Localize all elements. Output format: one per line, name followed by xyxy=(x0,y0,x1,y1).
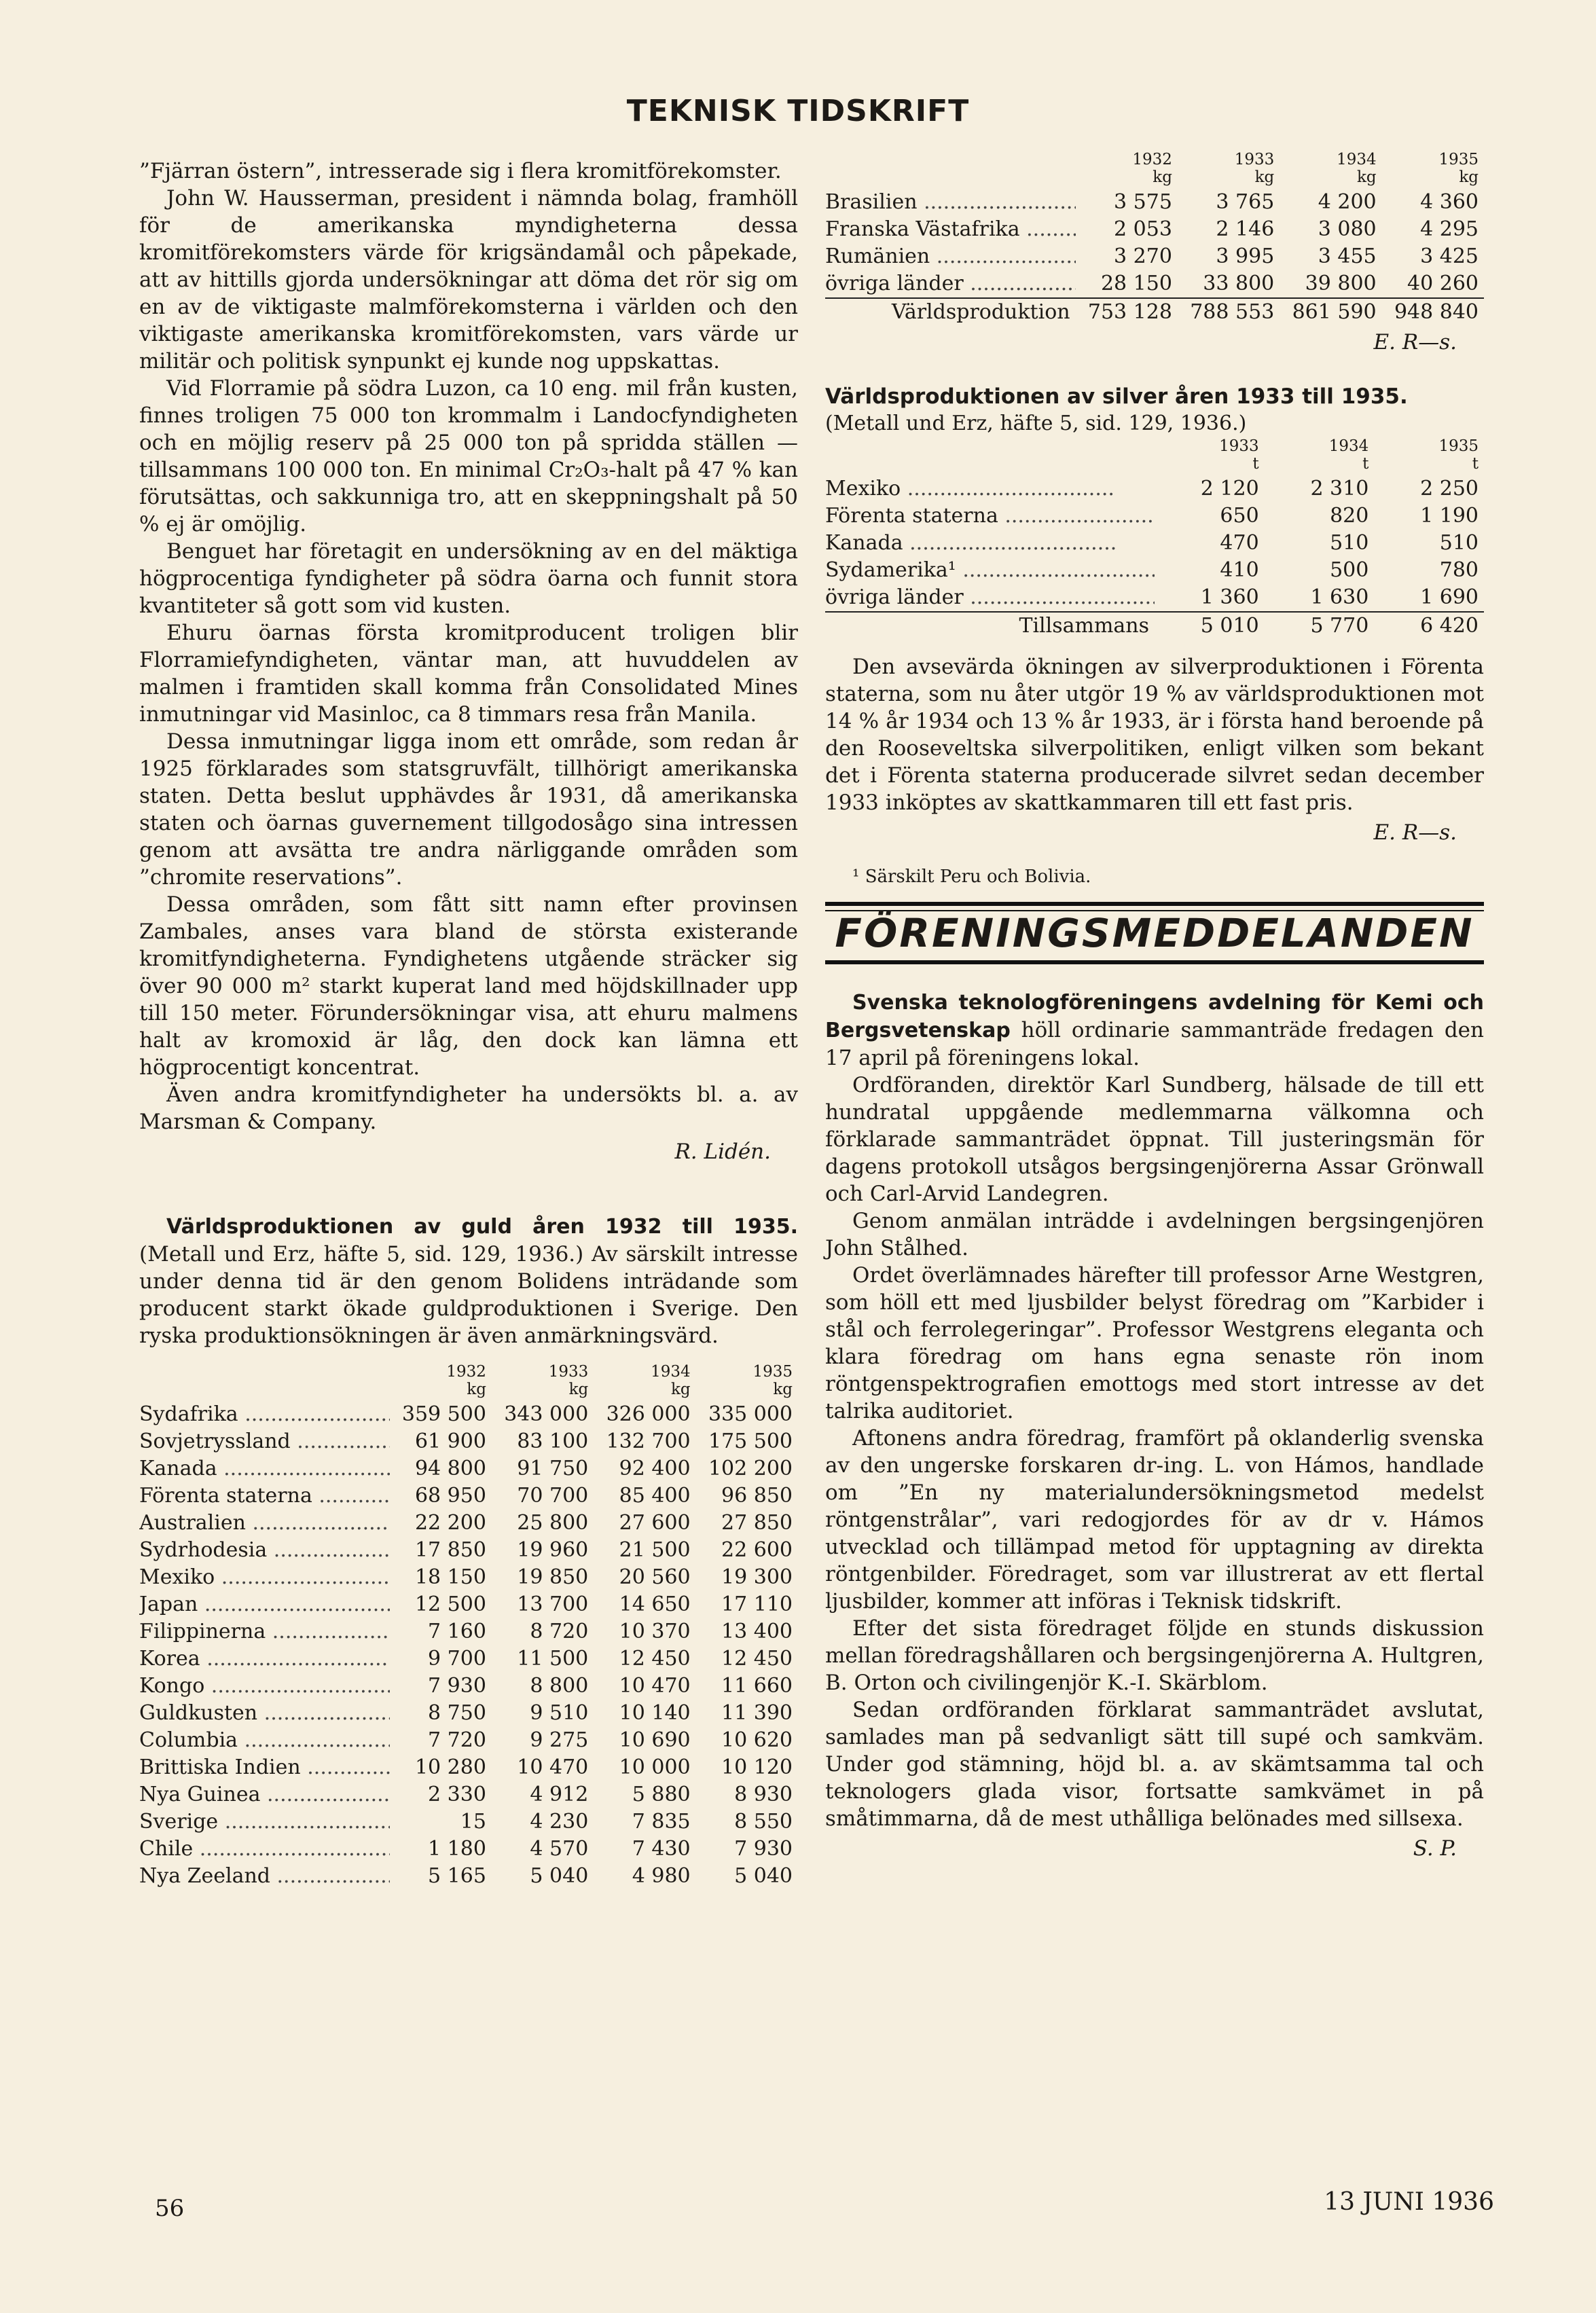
paragraph: Dessa områden, som fått sitt namn efter provinsen Zambales, anses vara bland de största existerande kromitfyndigheterna. Fyndighetens utgående sträcker sig över 90 000 m² starkt kuperat land med höjdskillnader upp till 150 meter. Förundersökningar visa, att ehuru malmens halt av kromoxid är låg, den dock kan lämna ett högprocentigt koncentrat. xyxy=(139,892,798,1080)
table-cell: 102 200 xyxy=(708,1457,793,1480)
table-cell: 27 850 xyxy=(721,1511,793,1535)
table-row xyxy=(139,1401,798,1428)
table-cell: 10 470 xyxy=(517,1755,589,1779)
table-cell: 19 300 xyxy=(721,1565,793,1589)
table-cell: 7 930 xyxy=(428,1674,486,1698)
column-header xyxy=(825,437,1155,475)
table-cell: 2 120 xyxy=(1200,477,1259,500)
table-cell: 28 150 xyxy=(1100,272,1172,295)
silver-heading: Världsproduktionen av silver åren 1933 till 1935. xyxy=(825,384,1408,409)
table-row xyxy=(139,1727,798,1754)
gold-intro: (Metall und Erz, häfte 5, sid. 129, 1936.) Av särskilt intresse under denna tid är den genom Bolidens inträdande som producent starkt ökade guldproduktionen i Sverige. Den ryska produktionsökningen är även anmärkningsvärd. xyxy=(139,1242,798,1348)
row-label: Japan ..... xyxy=(139,1591,390,1618)
row-label: Sovjetryssland ..... xyxy=(139,1428,390,1455)
table-cell: 10 280 xyxy=(414,1755,486,1779)
table-cell: 9 275 xyxy=(530,1728,589,1752)
table-cell: 3 765 xyxy=(1216,190,1275,214)
footnote: ¹ Särskilt Peru och Bolivia. xyxy=(852,867,1091,887)
row-label: Förenta staterna ..... xyxy=(139,1482,390,1510)
gold-table xyxy=(139,1363,798,1890)
table-cell: 61 900 xyxy=(414,1429,486,1453)
table-cell: 19 960 xyxy=(517,1538,589,1562)
table-cell: 4 980 xyxy=(632,1864,691,1888)
column-header: 1933 t xyxy=(1219,437,1259,473)
row-label: Kanada ..... xyxy=(825,530,1155,557)
table-cell: 510 xyxy=(1439,531,1479,555)
total-cell: 5 010 xyxy=(1155,612,1265,640)
row-label: Nya Zeeland ..... xyxy=(139,1863,390,1890)
table-row xyxy=(139,1781,798,1808)
total-cell: 861 590 xyxy=(1280,298,1381,326)
table-cell: 343 000 xyxy=(504,1402,589,1426)
table-cell: 33 800 xyxy=(1203,272,1275,295)
paragraph: Efter det sista föredraget följde en stunds diskussion mellan föredragshållaren och bergsingenjörerna A. Hultgren, B. Orton och civilingenjör K.-I. Skärblom. xyxy=(825,1616,1484,1695)
table-cell: 780 xyxy=(1439,558,1479,582)
row-label: Guldkusten ..... xyxy=(139,1700,390,1727)
right-column xyxy=(825,151,1484,1862)
column-header: 1935 kg xyxy=(1438,151,1479,186)
row-label: Chile ..... xyxy=(139,1836,390,1863)
row-label: Brittiska Indien ..... xyxy=(139,1754,390,1781)
table-row xyxy=(139,1836,798,1863)
gold-section xyxy=(139,1213,798,1349)
table-row xyxy=(139,1591,798,1618)
table-cell: 7 160 xyxy=(428,1620,486,1643)
table-cell: 21 500 xyxy=(619,1538,691,1562)
row-label: Australien ..... xyxy=(139,1510,390,1537)
table-cell: 2 330 xyxy=(428,1783,486,1806)
banner-rule-top xyxy=(825,902,1484,906)
total-row xyxy=(825,298,1484,326)
table-cell: 10 620 xyxy=(721,1728,793,1752)
table-cell: 8 930 xyxy=(734,1783,793,1806)
table-cell: 1 690 xyxy=(1420,585,1479,609)
table-cell: 3 425 xyxy=(1420,244,1479,268)
row-label: Kanada ..... xyxy=(139,1455,390,1482)
table-row xyxy=(825,216,1484,243)
table-cell: 22 600 xyxy=(721,1538,793,1562)
society-lead-text: höll ordinarie sammanträde fredagen den 17 april på föreningens lokal. xyxy=(825,1018,1484,1070)
table-row xyxy=(825,503,1484,530)
table-cell: 13 700 xyxy=(517,1592,589,1616)
table-cell: 14 650 xyxy=(619,1592,691,1616)
table-cell: 4 570 xyxy=(530,1837,589,1861)
table-row xyxy=(825,189,1484,216)
table-cell: 11 660 xyxy=(721,1674,793,1698)
table-cell: 12 450 xyxy=(619,1647,691,1671)
table-cell: 10 370 xyxy=(619,1620,691,1643)
row-label: Brasilien ..... xyxy=(825,189,1076,216)
table-cell: 10 140 xyxy=(619,1701,691,1725)
section-banner: FÖRENINGSMEDDELANDEN xyxy=(835,910,1474,956)
table-cell: 410 xyxy=(1220,558,1259,582)
paragraph: Benguet har företagit en undersökning av en del mäktiga högprocentiga fyndigheter på södra öarna och funnit stora kvantiteter så gott som vid kusten. xyxy=(139,539,798,618)
table-row xyxy=(139,1455,798,1482)
total-cell: 948 840 xyxy=(1382,298,1484,326)
table-row xyxy=(139,1700,798,1727)
paragraph: Dessa inmutningar ligga inom ett område, som redan år 1925 förklarades som statsgruvfält, tillhörigt amerikanska staten. Detta beslut upphävdes år 1931, då amerikanska staten och öarnas guvernement tillgodosågo sina intressen genom att avsätta tre andra närliggande områden som ”chromite reservations”. xyxy=(139,729,798,890)
row-label: Sverige ..... xyxy=(139,1808,390,1836)
table-cell: 70 700 xyxy=(517,1484,589,1508)
table-cell: 175 500 xyxy=(708,1429,793,1453)
table-cell: 17 110 xyxy=(721,1592,793,1616)
table-row xyxy=(139,1754,798,1781)
table-cell: 8 720 xyxy=(530,1620,589,1643)
signature: R. Lidén. xyxy=(674,1140,771,1164)
society-heading: Svenska teknologföreningens avdelning för Kemi och Bergsvetenskap xyxy=(825,991,1484,1042)
paragraph: Genom anmälan inträdde i avdelningen bergsingenjören John Stålhed. xyxy=(825,1209,1484,1260)
table-cell: 91 750 xyxy=(517,1457,589,1480)
table-cell: 132 700 xyxy=(606,1429,691,1453)
paragraph: Ehuru öarnas första kromitproducent troligen blir Florramiefyndigheten, väntar man, att huvuddelen av malmen i framtiden skall komma från Consolidated Mines inmutningar vid Masinloc, ca 8 timmars resa från Manila. xyxy=(139,621,798,727)
column-header: 1934 t xyxy=(1328,437,1369,473)
table-row xyxy=(825,530,1484,557)
table-cell: 7 930 xyxy=(734,1837,793,1861)
table-cell: 39 800 xyxy=(1305,272,1377,295)
signature: E. R—s. xyxy=(1373,330,1457,354)
table-cell: 2 250 xyxy=(1420,477,1479,500)
table-cell: 96 850 xyxy=(721,1484,793,1508)
chrome-table xyxy=(825,151,1484,326)
table-cell: 85 400 xyxy=(619,1484,691,1508)
paragraph: Ordföranden, direktör Karl Sundberg, hälsade de till ett hundratal uppgående medlemmarna välkomna och förklarade sammanträdet öppnat. Till justeringsmän för dagens protokoll utsågos bergsingenjörerna Assar Grönwall och Carl-Arvid Landegren. xyxy=(825,1073,1484,1206)
table-cell: 11 500 xyxy=(517,1647,589,1671)
table-cell: 17 850 xyxy=(414,1538,486,1562)
column-header: 1935 kg xyxy=(752,1363,793,1398)
column-header: 1933 kg xyxy=(548,1363,589,1398)
table-row xyxy=(139,1673,798,1700)
total-cell: 788 553 xyxy=(1178,298,1280,326)
society-lead xyxy=(825,989,1484,1072)
table-cell: 4 200 xyxy=(1318,190,1377,214)
table-cell: 8 800 xyxy=(530,1674,589,1698)
table-cell: 500 xyxy=(1330,558,1369,582)
total-label: Tillsammans xyxy=(825,612,1155,640)
table-cell: 5 040 xyxy=(530,1864,589,1888)
table-cell: 2 053 xyxy=(1114,217,1172,241)
left-column xyxy=(139,158,798,1890)
row-label: övriga länder ..... xyxy=(825,270,1076,298)
table-cell: 3 080 xyxy=(1318,217,1377,241)
row-label: Sydamerika¹ ..... xyxy=(825,557,1155,584)
table-cell: 22 200 xyxy=(414,1511,486,1535)
table-cell: 40 260 xyxy=(1407,272,1479,295)
table-cell: 10 470 xyxy=(619,1674,691,1698)
table-cell: 8 750 xyxy=(428,1701,486,1725)
table-cell: 3 575 xyxy=(1114,190,1172,214)
table-row xyxy=(139,1564,798,1591)
paragraph: Aftonens andra föredrag, framfört på oklanderlig svenska av den ungerske forskaren dr-ing. L. von Hámos, handlade om ”En ny materialundersökningsmetod medelst röntgenstrålar”, vari redogjordes för av dr v. Hámos utvecklad och tillämpad metod för upptagning av direkta röntgenbilder. Föredraget, som var illustrerat av ett flertal ljusbilder, kommer att införas i Teknisk tidskrift. xyxy=(825,1426,1484,1614)
table-cell: 20 560 xyxy=(619,1565,691,1589)
table-cell: 8 550 xyxy=(734,1810,793,1834)
row-label: Filippinerna ..... xyxy=(139,1618,390,1645)
row-label: Rumänien ..... xyxy=(825,243,1076,270)
table-cell: 5 880 xyxy=(632,1783,691,1806)
row-label: Korea ..... xyxy=(139,1645,390,1673)
column-header xyxy=(139,1363,390,1401)
row-label: övriga länder ..... xyxy=(825,584,1155,612)
table-row xyxy=(825,270,1484,298)
table-cell: 12 450 xyxy=(721,1647,793,1671)
page-number: 56 xyxy=(155,2195,185,2222)
table-cell: 4 360 xyxy=(1420,190,1479,214)
table-cell: 3 995 xyxy=(1216,244,1275,268)
silver-source: (Metall und Erz, häfte 5, sid. 129, 1936.) xyxy=(825,412,1247,435)
table-cell: 10 000 xyxy=(619,1755,691,1779)
table-cell: 13 400 xyxy=(721,1620,793,1643)
table-cell: 83 100 xyxy=(517,1429,589,1453)
column-header xyxy=(825,151,1076,189)
paragraph: ”Fjärran östern”, intresserade sig i flera kromitförekomster. xyxy=(139,159,782,183)
row-label: Förenta staterna ..... xyxy=(825,503,1155,530)
table-row xyxy=(825,475,1484,503)
table-cell: 359 500 xyxy=(401,1402,486,1426)
table-cell: 3 455 xyxy=(1318,244,1377,268)
gold-heading: Världsproduktionen av guld åren 1932 till 1935. xyxy=(166,1215,798,1239)
row-label: Sydrhodesia ..... xyxy=(139,1537,390,1564)
table-cell: 11 390 xyxy=(721,1701,793,1725)
total-cell: 753 128 xyxy=(1076,298,1178,326)
column-header: 1932 kg xyxy=(446,1363,486,1398)
table-cell: 1 180 xyxy=(428,1837,486,1861)
table-cell: 10 690 xyxy=(619,1728,691,1752)
table-cell: 510 xyxy=(1330,531,1369,555)
table-cell: 470 xyxy=(1220,531,1259,555)
table-cell: 820 xyxy=(1330,504,1369,528)
table-row xyxy=(825,557,1484,584)
table-cell: 650 xyxy=(1220,504,1259,528)
total-label: Världsproduktion xyxy=(825,298,1076,326)
row-label: Mexiko ..... xyxy=(139,1564,390,1591)
table-row xyxy=(139,1510,798,1537)
table-row xyxy=(139,1863,798,1890)
table-cell: 7 835 xyxy=(632,1810,691,1834)
total-cell: 5 770 xyxy=(1265,612,1375,640)
table-row xyxy=(139,1537,798,1564)
table-cell: 4 230 xyxy=(530,1810,589,1834)
table-cell: 68 950 xyxy=(414,1484,486,1508)
table-cell: 7 430 xyxy=(632,1837,691,1861)
table-cell: 10 120 xyxy=(721,1755,793,1779)
table-cell: 5 165 xyxy=(428,1864,486,1888)
row-label: Nya Guinea ..... xyxy=(139,1781,390,1808)
table-cell: 7 720 xyxy=(428,1728,486,1752)
paragraph: Sedan ordföranden förklarat sammanträdet avslutat, samlades man på sedvanligt sätt till supé och samkväm. Under god stämning, höjd bl. a. av skämtsamma tal och teknologers glada visor, fortsatte samkvämet in på småtimmarna, då de mest uthålliga belönades med sillsexa. xyxy=(825,1698,1484,1831)
signature: S. P. xyxy=(1413,1836,1457,1861)
row-label: Franska Västafrika ..... xyxy=(825,216,1076,243)
paragraph: Vid Florramie på södra Luzon, ca 10 eng. mil från kusten, finnes troligen 75 000 ton krommalm i Landocfyndigheten och en möjlig reserv på 25 000 ton på spridda ställen — tillsammans 100 000 ton. En minimal Cr₂O₃-halt på 47 % kan förutsättas, och sakkunniga tro, att en skeppningshalt på 50 % ej är omöjlig. xyxy=(139,376,798,536)
table-cell: 25 800 xyxy=(517,1511,589,1535)
table-cell: 9 510 xyxy=(530,1701,589,1725)
table-cell: 9 700 xyxy=(428,1647,486,1671)
table-cell: 3 270 xyxy=(1114,244,1172,268)
table-cell: 12 500 xyxy=(414,1592,486,1616)
table-row xyxy=(825,243,1484,270)
column-header: 1935 t xyxy=(1438,437,1479,473)
row-label: Columbia ..... xyxy=(139,1727,390,1754)
row-label: Kongo ..... xyxy=(139,1673,390,1700)
table-cell: 94 800 xyxy=(414,1457,486,1480)
table-cell: 27 600 xyxy=(619,1511,691,1535)
table-cell: 2 146 xyxy=(1216,217,1275,241)
paragraph: John W. Hausserman, president i nämnda bolag, framhöll för de amerikanska myndigheterna dessa kromitförekomsters värde för krigsändamål och påpekade, att av hittills gjorda undersökningar att döma det rör sig om en av de viktigaste malmförekomsterna i världen och den viktigaste amerikanska kromitförekomsten, vars värde ur militär och politisk synpunkt ej kunde nog uppskattas. xyxy=(139,186,798,374)
total-cell: 6 420 xyxy=(1374,612,1484,640)
table-cell: 2 310 xyxy=(1310,477,1369,500)
table-cell: 4 295 xyxy=(1420,217,1479,241)
total-row xyxy=(825,612,1484,640)
column-header: 1933 kg xyxy=(1234,151,1275,186)
table-cell: 4 912 xyxy=(530,1783,589,1806)
column-header: 1934 kg xyxy=(651,1363,691,1398)
row-label: Mexiko ..... xyxy=(825,475,1155,503)
table-cell: 18 150 xyxy=(414,1565,486,1589)
table-cell: 15 xyxy=(460,1810,486,1834)
paragraph: Även andra kromitfyndigheter ha undersökts bl. a. av Marsman & Company. xyxy=(139,1082,798,1134)
table-row xyxy=(139,1482,798,1510)
table-cell: 1 360 xyxy=(1200,585,1259,609)
paragraph: Ordet överlämnades härefter till professor Arne Westgren, som höll ett med ljusbilder belyst föredrag om ”Karbider i stål och ferrolegeringar”. Professor Westgrens eleganta och klara föredrag om hans egna senaste rön inom röntgenspektrografien emottogs med stort intresse av det talrika auditoriet. xyxy=(825,1263,1484,1423)
table-cell: 1 630 xyxy=(1310,585,1369,609)
table-row xyxy=(139,1618,798,1645)
issue-date: 13 JUNI 1936 xyxy=(1324,2188,1494,2216)
column-header: 1932 kg xyxy=(1132,151,1172,186)
table-row xyxy=(139,1428,798,1455)
table-cell: 5 040 xyxy=(734,1864,793,1888)
table-row xyxy=(139,1808,798,1836)
table-cell: 92 400 xyxy=(619,1457,691,1480)
column-header: 1934 kg xyxy=(1337,151,1377,186)
table-cell: 19 850 xyxy=(517,1565,589,1589)
table-cell: 335 000 xyxy=(708,1402,793,1426)
row-label: Sydafrika ..... xyxy=(139,1401,390,1428)
table-row xyxy=(139,1645,798,1673)
signature: E. R—s. xyxy=(1373,820,1457,845)
silver-table xyxy=(825,437,1484,640)
table-cell: 326 000 xyxy=(606,1402,691,1426)
masthead: TEKNISK TIDSKRIFT xyxy=(626,94,970,128)
paragraph: Den avsevärda ökningen av silverproduktionen i Förenta staterna, som nu åter utgör 19 % av världsproduktionen mot 14 % år 1934 och 13 % år 1933, är i första hand beroende på den Rooseveltska silverpolitiken, enligt vilken som bekant det i Förenta staterna producerade silvret sedan december 1933 inköptes av skattkammaren till ett fast pris. xyxy=(825,655,1484,815)
table-cell: 1 190 xyxy=(1420,504,1479,528)
table-row xyxy=(825,584,1484,612)
